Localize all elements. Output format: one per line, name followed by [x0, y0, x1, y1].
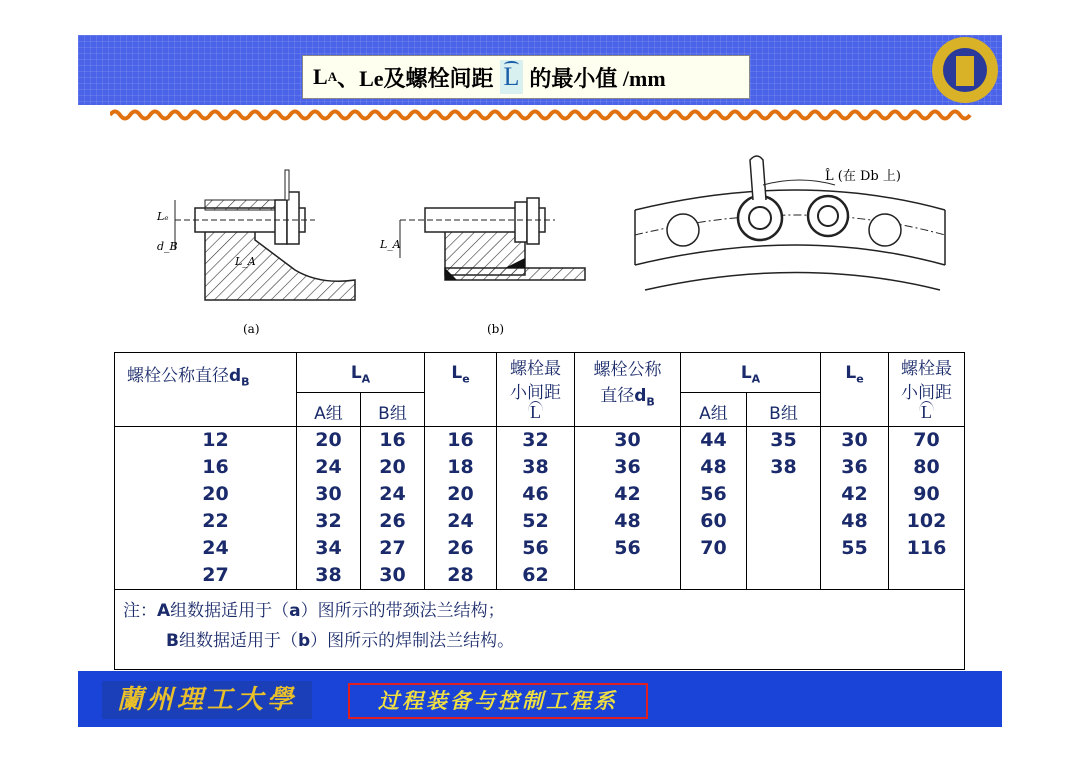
header-group-a: A组	[297, 393, 361, 427]
table-cell: 30	[315, 483, 342, 505]
svg-text:L_A: L_A	[380, 238, 401, 251]
header-le: $L_e$	[425, 353, 497, 427]
table-cell: 90	[913, 483, 940, 505]
header-group-a-2: A组	[681, 393, 747, 427]
table-cell: 36	[841, 456, 868, 478]
col-le-2	[821, 427, 889, 590]
title-tail: 的最小值 /mm	[529, 65, 666, 91]
table-cell: 56	[700, 483, 727, 505]
header-bolt-diameter-2: 螺栓公称 直径$d_B$	[575, 353, 681, 427]
table-cell: 16	[379, 429, 406, 451]
table-cell: 20	[202, 483, 229, 505]
table-cell: 24	[379, 483, 406, 505]
table-cell: 60	[700, 510, 727, 532]
table-cell: 70	[700, 537, 727, 559]
slide-title	[302, 55, 750, 99]
table-cell: 16	[447, 429, 474, 451]
table-cell: 55	[841, 537, 868, 559]
table-cell: 30	[379, 564, 406, 586]
table-cell: 38	[315, 564, 342, 586]
label-arc-l: L̂ (在 Db 上)	[825, 169, 901, 184]
table-cell: 48	[614, 510, 641, 532]
table-cell: 116	[906, 537, 947, 559]
slide-header	[78, 35, 1002, 105]
col-db-2	[575, 427, 681, 590]
table-cell: 48	[841, 510, 868, 532]
data-table	[114, 352, 965, 590]
col-la-a	[297, 427, 361, 590]
col-la-b	[361, 427, 425, 590]
col-la-b-2	[747, 427, 821, 590]
table-cell: 24	[447, 510, 474, 532]
university-name: 蘭州理工大學	[102, 681, 312, 719]
svg-text:Lₑ: Lₑ	[157, 210, 169, 223]
header-min-spacing-2: 螺栓最小间距 L	[889, 353, 965, 427]
flange-diagram	[135, 130, 965, 352]
table-cell: 27	[202, 564, 229, 586]
flange-drawing	[135, 130, 965, 352]
table-cell: 42	[614, 483, 641, 505]
decorative-wave-divider	[110, 108, 980, 122]
col-spacing-2	[889, 427, 965, 590]
table-body	[115, 427, 965, 590]
diagram-bolt-circle	[635, 156, 945, 290]
table-cell: 18	[447, 456, 474, 478]
svg-text:L_A: L_A	[235, 255, 256, 268]
col-la-a-2	[681, 427, 747, 590]
diagram-a-neck-flange	[156, 170, 355, 300]
header-bolt-diameter: 螺栓公称直径$d_B$	[115, 353, 297, 427]
table-cell: 48	[700, 456, 727, 478]
caption-a: (a)	[243, 322, 260, 336]
header-group-b-2: B组	[747, 393, 821, 427]
table-cell: 42	[841, 483, 868, 505]
diagram-b-welded-flange	[379, 198, 585, 280]
header-group-b: B组	[361, 393, 425, 427]
table-cell: 56	[522, 537, 549, 559]
arc-l-icon-2: L	[921, 402, 932, 422]
title-arc-l-symbol: L	[500, 60, 524, 94]
table-cell: 27	[379, 537, 406, 559]
table-cell: 102	[906, 510, 947, 532]
table-cell: 30	[841, 429, 868, 451]
table-cell: 44	[700, 429, 727, 451]
university-logo-icon	[932, 37, 998, 103]
table-cell: 24	[315, 456, 342, 478]
note-line-2: B组数据适用于（b）图所示的焊制法兰结构。	[166, 631, 515, 651]
table-cell: 52	[522, 510, 549, 532]
table-cell: 46	[522, 483, 549, 505]
table-cell: 12	[202, 429, 229, 451]
note-line-1: 注：A组数据适用于（a）图所示的带颈法兰结构；	[123, 601, 505, 621]
title-l: L	[313, 64, 328, 89]
caption-b: (b)	[487, 322, 505, 336]
table-cell: 56	[614, 537, 641, 559]
table-cell: 24	[202, 537, 229, 559]
slide-footer	[78, 671, 1002, 727]
header-la: $L_A$	[297, 353, 425, 393]
table-cell: 20	[447, 483, 474, 505]
table-cell: 38	[770, 456, 797, 478]
title-l-sub: A	[327, 69, 338, 84]
table-cell: 20	[379, 456, 406, 478]
header-le-2: $L_e$	[821, 353, 889, 427]
table-cell: 20	[315, 429, 342, 451]
table-cell: 62	[522, 564, 549, 586]
svg-text:d_B: d_B	[157, 240, 178, 253]
table-cell: 32	[315, 510, 342, 532]
table-note	[123, 596, 514, 656]
table-cell: 28	[447, 564, 474, 586]
header-la-2: $L_A$	[681, 353, 821, 393]
table-cell: 80	[913, 456, 940, 478]
table-cell: 36	[614, 456, 641, 478]
title-mid: 、Le及螺栓间距	[337, 65, 494, 91]
table-cell: 34	[315, 537, 342, 559]
col-db	[115, 427, 297, 590]
table-cell: 22	[202, 510, 229, 532]
table-cell: 16	[202, 456, 229, 478]
table-cell: 26	[447, 537, 474, 559]
header-min-spacing: 螺栓最小间距 L	[497, 353, 575, 427]
table-cell: 30	[614, 429, 641, 451]
arc-l-icon: L	[530, 402, 541, 422]
table-cell: 26	[379, 510, 406, 532]
table-cell: 70	[913, 429, 940, 451]
table-cell: 32	[522, 429, 549, 451]
department-name: 过程装备与控制工程系	[348, 683, 648, 719]
col-spacing	[497, 427, 575, 590]
dimension-table	[114, 352, 965, 670]
table-header-row	[115, 353, 965, 393]
table-cell: 38	[522, 456, 549, 478]
table-cell: 35	[770, 429, 797, 451]
col-le	[425, 427, 497, 590]
